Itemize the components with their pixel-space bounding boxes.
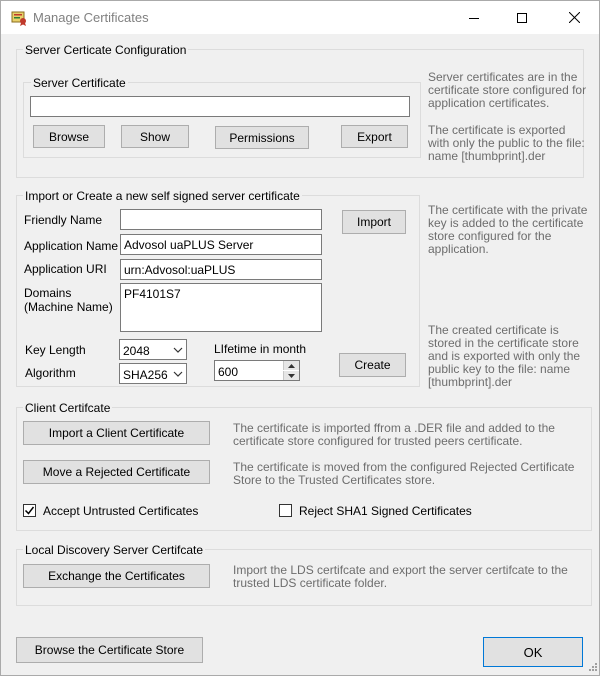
certificate-app-icon bbox=[11, 9, 28, 26]
chevron-down-icon bbox=[173, 345, 183, 355]
export-button[interactable]: Export bbox=[341, 125, 408, 148]
domains-label: Domains bbox=[24, 286, 72, 300]
machine-name-label: (Machine Name) bbox=[24, 300, 113, 314]
algorithm-select[interactable] bbox=[119, 363, 187, 384]
algorithm-label: Algorithm bbox=[25, 366, 76, 380]
application-uri-input[interactable]: urn:Advosol:uaPLUS bbox=[120, 259, 322, 280]
create-button[interactable]: Create bbox=[339, 353, 406, 377]
domains-textarea[interactable]: PF4101S7 bbox=[120, 283, 322, 332]
window-title: Manage Certificates bbox=[33, 10, 149, 25]
lifetime-label: LIfetime in month bbox=[214, 342, 307, 356]
friendly-name-input[interactable] bbox=[120, 209, 322, 230]
title-bar[interactable] bbox=[1, 1, 599, 34]
accept-untrusted-label[interactable]: Accept Untrusted Certificates bbox=[43, 504, 199, 518]
server-config-legend: Server Certicate Configuration bbox=[25, 43, 187, 57]
algorithm-value: SHA256 bbox=[123, 368, 168, 382]
spin-up-icon bbox=[288, 364, 295, 368]
exchange-certificates-button[interactable]: Exchange the Certificates bbox=[23, 564, 210, 588]
reject-sha1-checkbox[interactable] bbox=[279, 504, 292, 517]
resize-grip-icon[interactable] bbox=[586, 662, 598, 674]
show-button[interactable]: Show bbox=[121, 125, 189, 148]
server-cert-store-info: Server certificates are in the certificate store configured for application certificates. bbox=[428, 70, 587, 110]
ok-button[interactable]: OK bbox=[483, 637, 583, 667]
server-certificate-input[interactable] bbox=[30, 96, 410, 117]
spin-down-button[interactable] bbox=[283, 371, 299, 380]
accept-untrusted-checkbox[interactable] bbox=[23, 504, 36, 517]
reject-sha1-label[interactable]: Reject SHA1 Signed Certificates bbox=[299, 504, 472, 518]
import-client-info: The certificate is imported ffrom a .DER file and added to the certificate store configured for trusted peers certificate. bbox=[233, 421, 555, 448]
import-button[interactable]: Import bbox=[342, 210, 406, 234]
lifetime-value: 600 bbox=[218, 365, 239, 379]
key-length-value: 2048 bbox=[123, 344, 150, 358]
server-cert-export-info: The certificate is exported with only the public to the file: name [thumbprint].der bbox=[428, 123, 585, 163]
move-rejected-info: The certificate is moved from the configured Rejected Certificate Store to the Trusted Certificates store. bbox=[233, 460, 575, 487]
friendly-name-label: Friendly Name bbox=[24, 213, 103, 227]
key-length-select[interactable] bbox=[119, 339, 187, 360]
checkmark-icon bbox=[24, 505, 35, 516]
server-certificate-legend: Server Certificate bbox=[33, 76, 126, 90]
application-uri-label: Application URI bbox=[24, 262, 107, 276]
lds-info: Import the LDS certifcate and export the server certifcate to the trusted LDS certificate folder. bbox=[233, 563, 568, 590]
browse-certificate-store-button[interactable]: Browse the Certificate Store bbox=[16, 637, 203, 663]
application-name-input[interactable]: Advosol uaPLUS Server bbox=[120, 234, 322, 255]
import-create-legend: Import or Create a new self signed server certificate bbox=[25, 189, 300, 203]
spin-down-icon bbox=[288, 374, 295, 378]
close-button[interactable] bbox=[551, 1, 597, 34]
import-client-certificate-button[interactable]: Import a Client Certificate bbox=[23, 421, 210, 445]
permissions-button[interactable]: Permissions bbox=[215, 126, 309, 149]
client-certificate-legend: Client Certifcate bbox=[25, 401, 111, 415]
browse-button[interactable]: Browse bbox=[33, 125, 105, 148]
close-icon bbox=[569, 12, 580, 23]
import-info: The certificate with the private key is added to the certificate store configured for the application. bbox=[428, 203, 588, 256]
create-info: The created certificate is stored in the certificate store and is exported with only the public key to the file: name [thumbprint].der bbox=[428, 323, 581, 389]
maximize-icon bbox=[517, 13, 527, 23]
application-name-label: Application Name bbox=[24, 239, 119, 253]
spin-up-button[interactable] bbox=[283, 361, 299, 370]
key-length-label: Key Length bbox=[25, 343, 86, 357]
lifetime-spinner[interactable] bbox=[214, 360, 300, 381]
minimize-icon bbox=[469, 13, 479, 23]
chevron-down-icon bbox=[173, 369, 183, 379]
maximize-button[interactable] bbox=[499, 1, 545, 34]
minimize-button[interactable] bbox=[451, 1, 497, 34]
lifetime-spin-buttons bbox=[283, 361, 299, 380]
move-rejected-certificate-button[interactable]: Move a Rejected Certificate bbox=[23, 460, 210, 484]
lds-legend: Local Discovery Server Certifcate bbox=[25, 543, 204, 557]
